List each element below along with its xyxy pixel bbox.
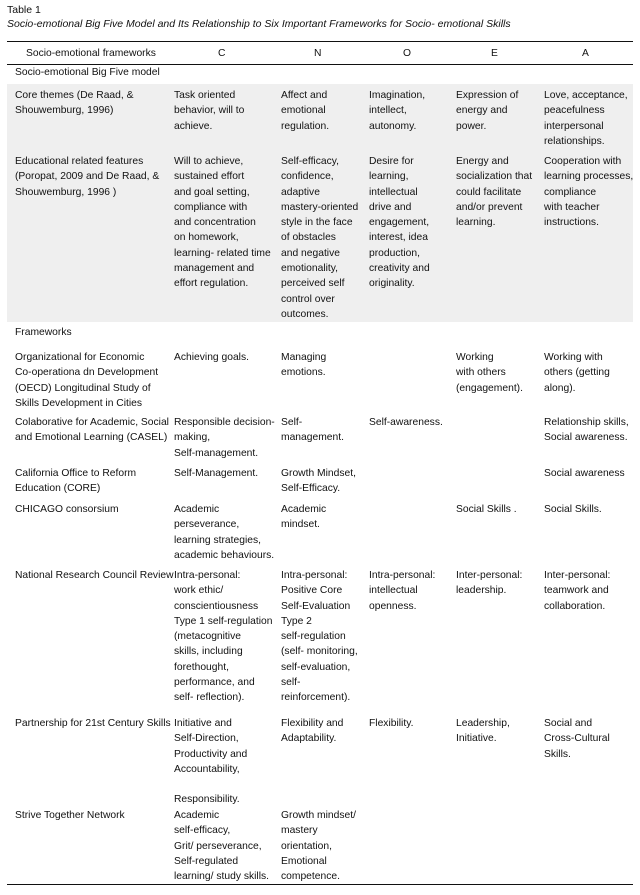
cell-r5-a: Social awareness	[544, 468, 625, 479]
cell-r8-o: Flexibility.	[369, 718, 414, 729]
header-a: A	[582, 48, 589, 59]
cell-r6-e: Social Skills .	[456, 504, 517, 515]
table-number: Table 1	[7, 4, 41, 16]
cell-r7-c: Intra-personal: work ethic/ conscientiousness Type 1 self-regulation (metacognitive skills, including forethought, performance, and self- reflection).	[174, 570, 273, 704]
cell-r2-n: Self-efficacy, confidence, adaptive mastery-oriented style in the face of obstacles and negative emotionality, perceived self control over outcomes.	[281, 156, 359, 320]
cell-r3-framework: Organizational for Economic Co-operationa dn Development (OECD) Longitudinal Study of Skills Development in Cities	[15, 352, 159, 409]
cell-r1-e: Expression of energy and power.	[456, 90, 519, 132]
table-title: Socio-emotional Big Five Model and Its Relationship to Six Important Frameworks for Socio- emotional Skills	[7, 18, 511, 30]
cell-r4-o: Self-awareness.	[369, 417, 443, 428]
cell-r2-framework: Educational related features (Poropat, 2009 and De Raad, & Shouwemburg, 1996 )	[15, 156, 160, 198]
header-n: N	[314, 48, 322, 59]
cell-r4-n: Self- management.	[281, 417, 344, 444]
cell-r9-c: Academic self-efficacy, Grit/ perseverance, Self-regulated learning/ study skills.	[174, 810, 269, 883]
cell-r6-framework: CHICAGO consorsium	[15, 504, 119, 515]
top-rule	[7, 41, 633, 42]
cell-r3-n: Managing emotions.	[281, 352, 327, 379]
cell-r1-framework: Core themes (De Raad, & Shouwemburg, 1996)	[15, 90, 134, 117]
cell-r2-a: Cooperation with learning processes, compliance with teacher instructions.	[544, 156, 634, 229]
cell-r7-framework: National Research Council Review	[15, 570, 174, 581]
cell-r3-a: Working with others (getting along).	[544, 352, 610, 394]
header-frameworks: Socio-emotional frameworks	[26, 48, 156, 59]
header-c: C	[218, 48, 226, 59]
cell-r1-o: Imagination, intellect, autonomy.	[369, 90, 426, 132]
cell-r8-e: Leadership, Initiative.	[456, 718, 510, 745]
cell-r1-c: Task oriented behavior, will to achieve.	[174, 90, 245, 132]
cell-r6-n: Academic mindset.	[281, 504, 327, 531]
cell-r7-e: Inter-personal: leadership.	[456, 570, 523, 597]
bottom-rule	[7, 884, 633, 885]
cell-r2-o: Desire for learning, intellectual drive and engagement, interest, idea production, creativity and originality.	[369, 156, 430, 290]
cell-r8-n: Flexibility and Adaptability.	[281, 718, 344, 745]
cell-r1-a: Love, acceptance, peacefulness interpersonal relationships.	[544, 90, 628, 147]
cell-r6-c: Academic perseverance, learning strategies, academic behaviours.	[174, 504, 275, 561]
cell-r4-framework: Colaborative for Academic, Social and Emotional Learning (CASEL)	[15, 417, 169, 444]
cell-r7-a: Inter-personal: teamwork and collaboration.	[544, 570, 611, 612]
header-o: O	[403, 48, 412, 59]
cell-r2-c: Will to achieve, sustained effort and goal setting, compliance with and concentration on homework, learning- related time management and effort regulation.	[174, 156, 271, 290]
cell-r8-a: Social and Cross-Cultural Skills.	[544, 718, 610, 760]
cell-r9-n: Growth mindset/ mastery orientation, Emotional competence.	[281, 810, 356, 883]
cell-r8-c: Initiative and Self-Direction, Productivity and Accountability, Responsibility.	[174, 718, 248, 806]
cell-r3-e: Working with others (engagement).	[456, 352, 523, 394]
cell-r4-c: Responsible decision- making, Self-management.	[174, 417, 275, 459]
cell-r1-n: Affect and emotional regulation.	[281, 90, 330, 132]
cell-r8-framework: Partnership for 21st Century Skills	[15, 718, 171, 729]
header-rule	[7, 64, 633, 65]
cell-r9-framework: Strive Together Network	[15, 810, 125, 821]
cell-r2-e: Energy and socialization that could facilitate and/or prevent learning.	[456, 156, 533, 229]
cell-r7-n: Intra-personal: Positive Core Self-Evaluation Type 2 self-regulation (self- monitoring, self-evaluation, self- reinforcement).	[281, 570, 358, 704]
cell-r5-framework: California Office to Reform Education (CORE)	[15, 468, 137, 495]
section-big-five: Socio-emotional Big Five model	[15, 67, 160, 78]
cell-r3-c: Achieving goals.	[174, 352, 249, 363]
cell-r4-a: Relationship skills, Social awareness.	[544, 417, 629, 444]
cell-r7-o: Intra-personal: intellectual openness.	[369, 570, 436, 612]
cell-r5-c: Self-Management.	[174, 468, 259, 479]
cell-r6-a: Social Skills.	[544, 504, 602, 515]
section-frameworks: Frameworks	[15, 327, 72, 338]
cell-r5-n: Growth Mindset, Self-Efficacy.	[281, 468, 356, 495]
header-e: E	[491, 48, 498, 59]
